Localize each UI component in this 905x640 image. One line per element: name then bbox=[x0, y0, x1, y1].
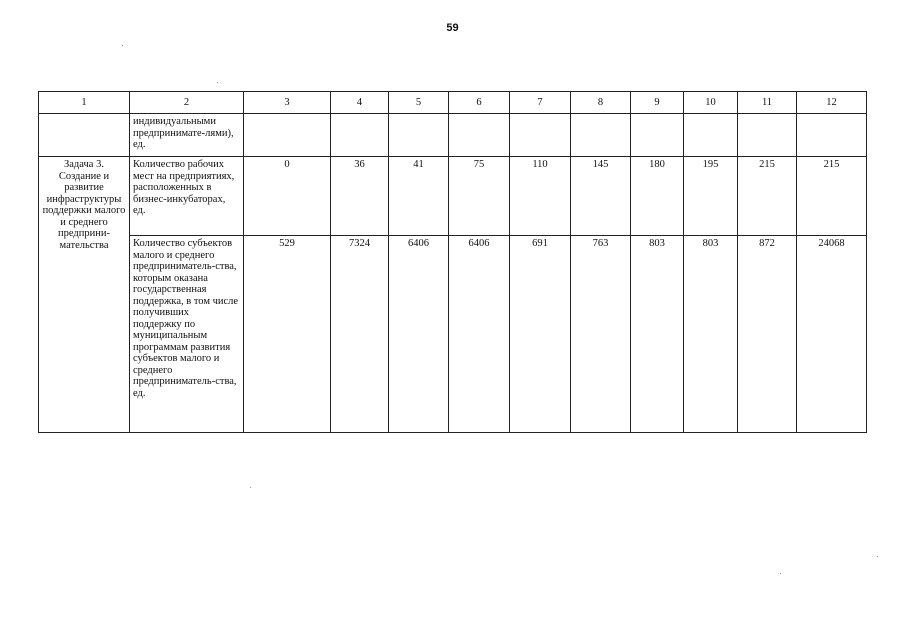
indicator-cell: Количество субъектов малого и среднего предприниматель-ства, которым оказана государственная поддержка, в том числе получивших поддержку по муниципальным программам развития субъектов малого и среднего предприниматель-ства, ед. bbox=[130, 236, 244, 433]
value-cell: 145 bbox=[571, 157, 631, 236]
value-cell: 215 bbox=[738, 157, 797, 236]
indicators-table bbox=[38, 91, 867, 433]
table-row bbox=[39, 157, 867, 236]
value-cell bbox=[449, 114, 510, 157]
value-cell bbox=[331, 114, 389, 157]
scan-speck bbox=[217, 82, 218, 83]
value-cell: 75 bbox=[449, 157, 510, 236]
indicator-cell: Количество рабочих мест на предприятиях, расположенных в бизнес-инкубаторах, ед. bbox=[130, 157, 244, 236]
value-cell: 110 bbox=[510, 157, 571, 236]
indicator-cell: индивидуальными предпринимате-лями), ед. bbox=[130, 114, 244, 157]
value-cell bbox=[684, 114, 738, 157]
value-cell bbox=[244, 114, 331, 157]
column-header: 6 bbox=[449, 92, 510, 114]
value-cell: 215 bbox=[797, 157, 867, 236]
column-header: 11 bbox=[738, 92, 797, 114]
value-cell: 6406 bbox=[389, 236, 449, 433]
column-header: 5 bbox=[389, 92, 449, 114]
column-header: 12 bbox=[797, 92, 867, 114]
scan-speck bbox=[877, 556, 878, 557]
value-cell: 7324 bbox=[331, 236, 389, 433]
value-cell: 195 bbox=[684, 157, 738, 236]
value-cell: 803 bbox=[631, 236, 684, 433]
scan-speck bbox=[250, 487, 251, 488]
table-row bbox=[39, 114, 867, 157]
scan-speck bbox=[780, 573, 781, 574]
value-cell: 6406 bbox=[449, 236, 510, 433]
task-cell-empty bbox=[39, 114, 130, 157]
column-header: 2 bbox=[130, 92, 244, 114]
column-header: 3 bbox=[244, 92, 331, 114]
value-cell: 763 bbox=[571, 236, 631, 433]
value-cell: 872 bbox=[738, 236, 797, 433]
value-cell: 24068 bbox=[797, 236, 867, 433]
value-cell: 36 bbox=[331, 157, 389, 236]
value-cell bbox=[738, 114, 797, 157]
header-row bbox=[39, 92, 867, 114]
column-header: 4 bbox=[331, 92, 389, 114]
scan-speck bbox=[122, 45, 123, 46]
value-cell: 41 bbox=[389, 157, 449, 236]
value-cell: 691 bbox=[510, 236, 571, 433]
value-cell bbox=[389, 114, 449, 157]
page-number: 59 bbox=[446, 22, 459, 34]
column-header: 9 bbox=[631, 92, 684, 114]
value-cell: 0 bbox=[244, 157, 331, 236]
value-cell: 529 bbox=[244, 236, 331, 433]
value-cell bbox=[631, 114, 684, 157]
value-cell bbox=[571, 114, 631, 157]
table-row bbox=[39, 236, 867, 433]
column-header: 7 bbox=[510, 92, 571, 114]
value-cell bbox=[797, 114, 867, 157]
column-header: 8 bbox=[571, 92, 631, 114]
task-cell: Задача 3. Создание и развитие инфраструктуры поддержки малого и среднего предприни-мательства bbox=[39, 157, 130, 433]
value-cell: 803 bbox=[684, 236, 738, 433]
column-header: 1 bbox=[39, 92, 130, 114]
column-header: 10 bbox=[684, 92, 738, 114]
value-cell bbox=[510, 114, 571, 157]
value-cell: 180 bbox=[631, 157, 684, 236]
